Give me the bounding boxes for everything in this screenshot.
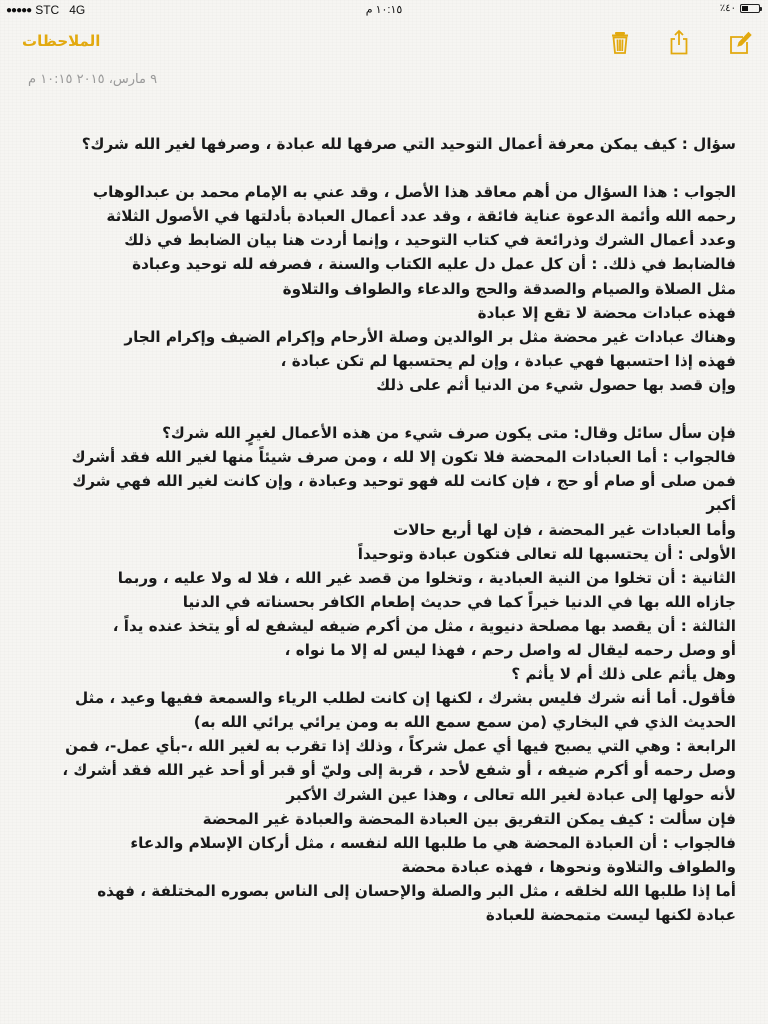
- share-icon[interactable]: [665, 28, 693, 56]
- note-line: الثانية : أن تخلوا من النية العبادية ، وتخلوا من قصد غير الله ، فلا له ولا عليه ، وربما: [117, 568, 736, 587]
- signal-strength-icon: ●●●●●: [6, 4, 32, 16]
- note-line: فإن سأل سائل وقال: متى يكون صرف شيء من هذه الأعمال لغيرٍ الله شرك؟: [162, 424, 736, 443]
- compose-icon[interactable]: [726, 28, 754, 56]
- note-line: وهناك عبادات غير محضة مثل بر الوالدين وصلة الأرحام وإكرام الضيف وإكرام الجار: [124, 327, 736, 346]
- note-line: أما إذا طلبها الله لخلقه ، مثل البر والصلة والإحسان إلى الناس بصوره المختلفة ، فهذه: [97, 881, 736, 900]
- note-line: فأقول. أما أنه شرك فليس بشرك ، لكنها إن كانت لطلب الرياء والسمعة ففيها وعيد ، مثل: [74, 689, 736, 708]
- note-line: فالجواب : أما العبادات المحضة فلا تكون إلا لله ، ومن صرف شيئاً منها لغير الله فقد أشرك: [71, 448, 736, 467]
- note-line: وأما العبادات غير المحضة ، فإن لها أربع حالات: [393, 520, 736, 539]
- note-line: وصل رحمه أو أكرم ضيفه ، أو شفع لأحد ، قربة إلى وليّ أو قبر أو أحد غير الله فقد أشرك ،: [62, 761, 736, 780]
- paragraph-spacer: [28, 397, 736, 421]
- note-line: مثل الصلاة والصيام والصدقة والحج والدعاء والطواف والتلاوة: [282, 279, 736, 298]
- status-bar: [0, 0, 768, 20]
- battery-icon: [740, 4, 760, 13]
- note-line: فإن سألت : كيف يمكن التفريق بين العبادة المحضة والعبادة غير المحضة: [202, 809, 736, 828]
- note-line: أكبر: [706, 496, 736, 515]
- note-line: جازاه الله بها في الدنيا خيراً كما في حديث إطعام الكافر بحسناته في الدنيا: [182, 592, 736, 611]
- note-line: أو وصل رحمه ليقال له واصل رحم ، فهذا ليس له إلا ما نواه ،: [284, 640, 736, 659]
- notes-back-button[interactable]: الملاحظات: [22, 32, 101, 50]
- note-line: عبادة لكنها ليست متمحضة للعبادة: [485, 906, 736, 924]
- status-time: ١٠:١٥ م: [365, 4, 403, 16]
- note-line: وهل يأثم على ذلك أم لا يأثم ؟: [511, 665, 736, 684]
- navigation-bar: [0, 20, 768, 64]
- note-line: فمن صلى أو صام أو حج ، فإن كانت لله فهو توحيد وعبادة ، وإن كانت لغير الله فهي شرك: [72, 472, 736, 491]
- note-body[interactable]: [28, 132, 736, 927]
- note-line: الجواب : هذا السؤال من أهم معاقد هذا الأصل ، وقد عني به الإمام محمد بن عبدالوهاب: [92, 183, 736, 202]
- network-type: 4G: [69, 3, 86, 17]
- note-line: وإن قصد بها حصول شيء من الدنيا أثم على ذلك: [376, 375, 736, 394]
- note-line: سؤال : كيف يمكن معرفة أعمال التوحيد التي صرفها لله عبادة ، وصرفها لغير الله شرك؟: [81, 135, 736, 153]
- note-line: فهذه عبادات محضة لا تقع إلا عبادة: [477, 303, 736, 322]
- battery-percent: ٪٤٠: [719, 3, 736, 14]
- trash-icon[interactable]: [606, 28, 634, 56]
- battery-status: [720, 3, 760, 14]
- carrier-name: STC: [35, 3, 60, 17]
- note-line: فالضابط في ذلك. : أن كل عمل دل عليه الكتاب والسنة ، فصرفه لله توحيد وعبادة: [132, 255, 736, 274]
- note-line: رحمه الله وأئمة الدعوة عناية فائقة ، وقد عدد أعمال العبادة بأدلتها في الأصول الثلاثة: [106, 207, 736, 226]
- paragraph-spacer: [28, 156, 736, 180]
- note-line: فهذه إذا احتسبها فهي عبادة ، وإن لم يحتسبها لم تكن عبادة ،: [280, 351, 736, 370]
- note-date: ٩ مارس، ٢٠١٥ ١٠:١٥ م: [28, 72, 158, 87]
- note-line: والطواف والتلاوة ونحوها ، فهذه عبادة محضة: [401, 857, 736, 876]
- note-line: الرابعة : وهي التي يصبح فيها أي عمل شركاً ، وذلك إذا تقرب به لغير الله ،-بأي عمل-، فمن: [65, 737, 736, 756]
- note-line: الثالثة : أن يقصد بها مصلحة دنيوية ، مثل من أكرم ضيفه ليشفع له أو يتخذ عنده يداً ،: [112, 616, 736, 635]
- note-line: الحديث الذي في البخاري (من سمع سمع الله به ومن يرائي يرائي الله به): [193, 713, 736, 732]
- note-line: لأنه حولها إلى عبادة لغير الله تعالى ، وهذا عين الشرك الأكبر: [286, 785, 736, 804]
- note-line: فالجواب : أن العبادة المحضة هي ما طلبها الله لنفسه ، مثل أركان الإسلام والدعاء: [130, 833, 736, 852]
- note-line: الأولى : أن يحتسبها لله تعالى فتكون عبادة وتوحيداً: [357, 544, 736, 563]
- note-line: وعدد أعمال الشرك وذرائعة في كتاب التوحيد ، وإنما أردت هنا بيان الضابط في ذلك: [124, 231, 736, 250]
- battery-fill: [742, 6, 748, 11]
